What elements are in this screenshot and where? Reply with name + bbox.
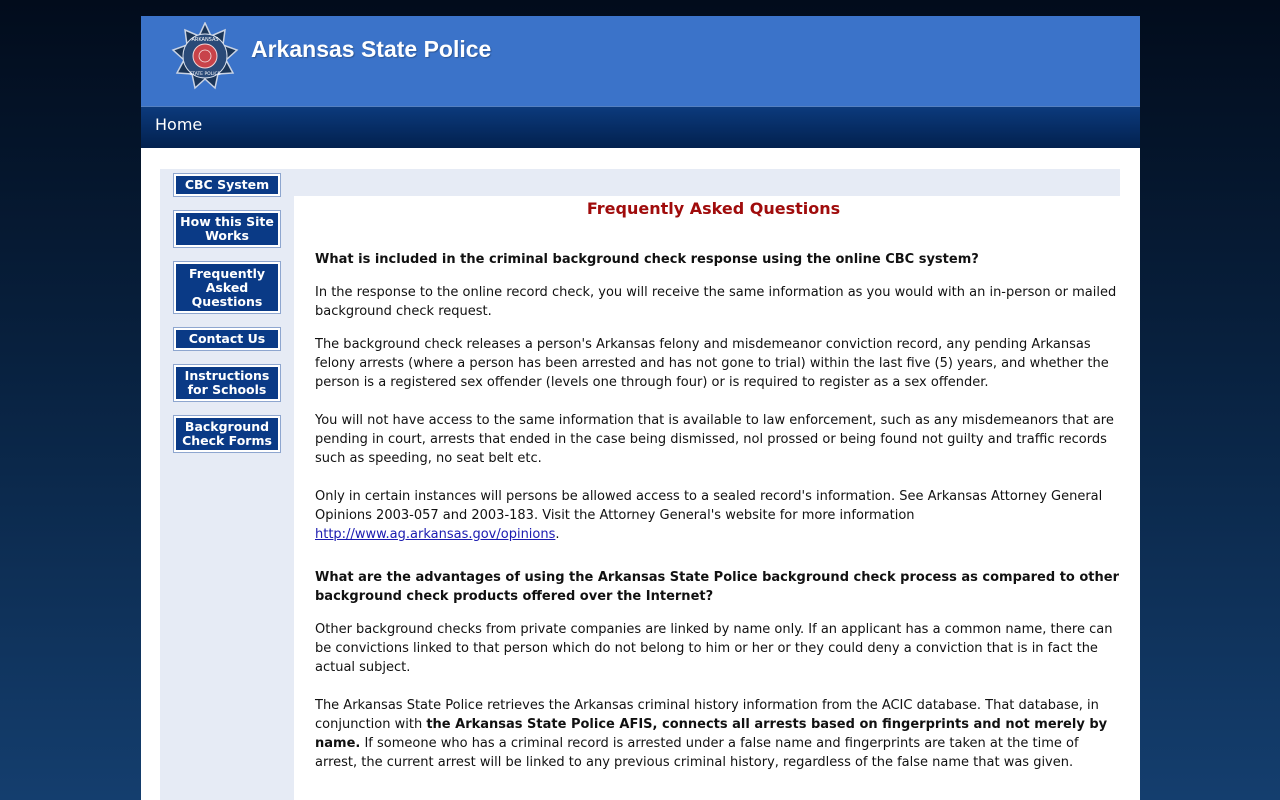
sidebar-item-how-this-site-works[interactable]: How this Site Works: [174, 211, 280, 247]
faq-answer-1-paragraph-4-text: Only in certain instances will persons be allowed access to a sealed record's information. See Arkansas Attorney General Opinions 2003-057 and 2003-183. Visit the Attorney General's website for more information: [315, 489, 1103, 523]
faq-question-2: What are the advantages of using the Arkansas State Police background check process as compared to other background check products offered over the Internet?: [315, 570, 1120, 604]
arkansas-state-police-badge-icon[interactable]: [171, 22, 239, 90]
content-area: [160, 169, 1120, 800]
sidebar-item-contact-us[interactable]: Contact Us: [174, 328, 280, 350]
page-container: [141, 16, 1140, 800]
faq-answer-2-paragraph-1: Other background checks from private companies are linked by name only. If an applicant has a common name, there can be convictions linked to that person which do not belong to him or her or they could deny a conviction that is in fact the actual subject.: [315, 622, 1113, 675]
faq-question-1: What is included in the criminal background check response using the online CBC system?: [315, 252, 979, 267]
faq-content: [315, 199, 1120, 786]
faq-answer-2-paragraph-2-end: If someone who has a criminal record is arrested under a false name and fingerprints are taken at the time of arrest, the current arrest will be linked to any previous criminal history, regardless of the false name that was given.: [315, 736, 1079, 770]
faq-answer-1-paragraph-4-end: .: [555, 527, 560, 542]
nav-home-link[interactable]: Home: [155, 115, 203, 134]
sidebar-item-faq[interactable]: Frequently Asked Questions: [174, 262, 280, 313]
sidebar-item-cbc-system[interactable]: CBC System: [174, 174, 280, 196]
faq-answer-1-paragraph-1: In the response to the online record check, you will receive the same information as you would with an in-person or mailed background check request.: [315, 285, 1117, 319]
site-header: [141, 16, 1140, 106]
faq-answer-2-paragraph-2: [315, 696, 1120, 772]
faq-answer-1-paragraph-3: You will not have access to the same information that is available to law enforcement, such as any misdemeanors that are pending in court, arrests that ended in the case being dismissed, nol prossed or being found not guilty and traffic records such as speeding, no seat belt etc.: [315, 413, 1114, 466]
faq-answer-2-paragraph-2-bold: the Arkansas State Police AFIS, connects all arrests based on fingerprints and not merely by name.: [315, 717, 1108, 751]
content-top-strip: [294, 169, 1120, 196]
ag-opinions-link[interactable]: http://www.ag.arkansas.gov/opinions: [315, 527, 556, 542]
site-title[interactable]: Arkansas State Police: [251, 36, 492, 62]
faq-answer-1-paragraph-4: [315, 487, 1120, 544]
sidebar: [160, 169, 294, 800]
faq-answer-1-paragraph-2: The background check releases a person's Arkansas felony and misdemeanor conviction record, any pending Arkansas felony arrests (where a person has been arrested and has not gone to trial) within the last five (5) years, and whether the person is a registered sex offender (levels one through four) or is required to register as a sex offender.: [315, 337, 1109, 390]
sidebar-item-background-check-forms[interactable]: Background Check Forms: [174, 416, 280, 452]
page-title: Frequently Asked Questions: [586, 199, 841, 218]
sidebar-item-instructions-for-schools[interactable]: Instructions for Schools: [174, 365, 280, 401]
faq-answer-2-paragraph-2-start: The Arkansas State Police retrieves the Arkansas criminal history information from the ACIC database. That database, in conjunction with: [315, 698, 1099, 732]
logo-text-top: ARKANSAS: [191, 37, 219, 43]
logo-text-bottom: STATE POLICE: [189, 72, 221, 77]
main-nav: [141, 106, 1140, 148]
